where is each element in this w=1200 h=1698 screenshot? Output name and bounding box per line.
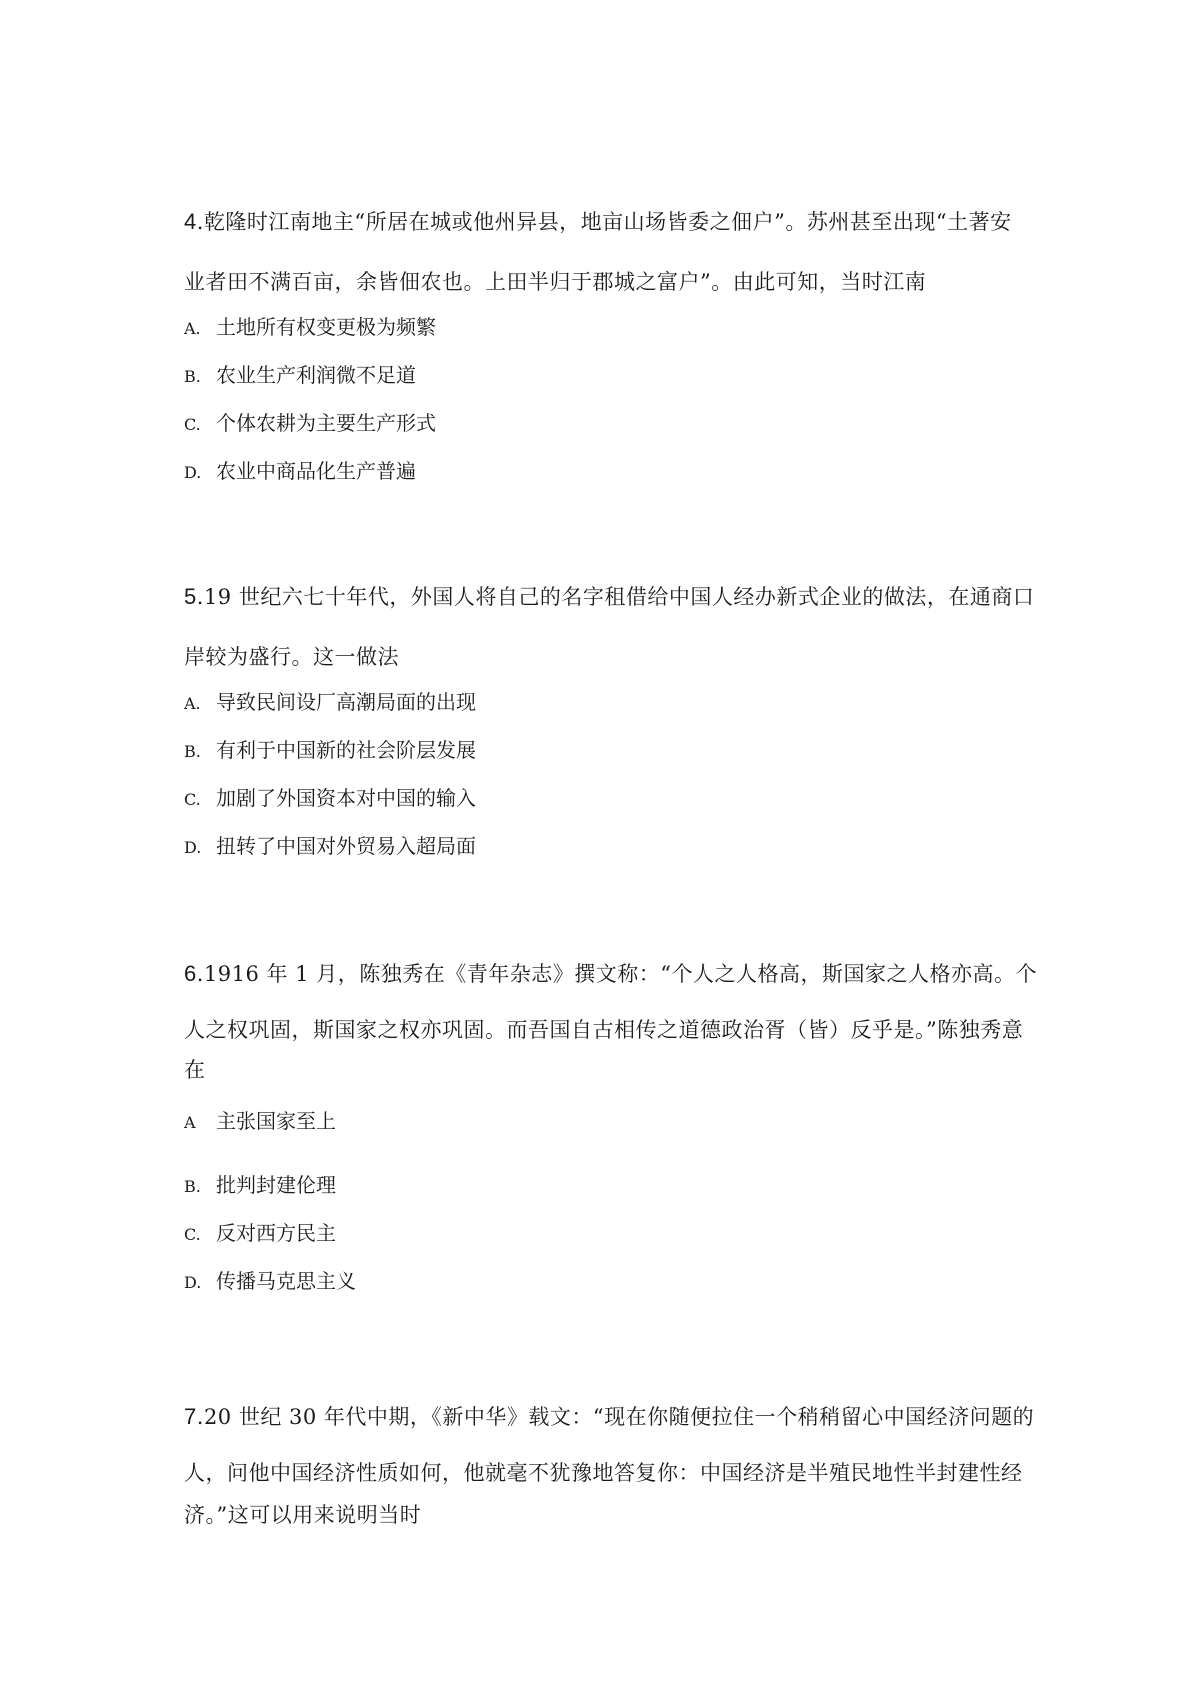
option-d[interactable] [184, 1257, 1024, 1305]
stem-line: 业者田不满百亩，余皆佃农也。上田半归于郡城之富户”。由此可知，当时江南 [184, 270, 927, 294]
question-stem [184, 580, 1035, 678]
question-7 [184, 1400, 1035, 1538]
option-letter: A [184, 1113, 196, 1132]
option-b[interactable] [184, 1161, 1024, 1209]
option-text: 农业生产利润微不足道 [216, 363, 416, 387]
stem-line: 6.1916 年 1 月，陈独秀在《青年杂志》撰文称：“个人之人格高，斯国家之人格亦高。个 [184, 961, 1038, 986]
stem-line: 7.20 世纪 30 年代中期，《新中华》载文：“现在你随便拉住一个稍稍留心中国经济问题的 [184, 1404, 1035, 1429]
stem-line: 4.乾隆时江南地主“所居在城或他州异县，地亩山场皆委之佃户”。苏州甚至出现“土著安 [184, 209, 1012, 234]
option-letter: A. [184, 319, 201, 338]
option-letter: B. [184, 742, 201, 761]
option-letter: D. [184, 838, 202, 857]
option-text: 传播马克思主义 [216, 1269, 356, 1293]
stem-line: 人，问他中国经济性质如何，他就毫不犹豫地答复你：中国经济是半殖民地性半封建性经 [184, 1461, 1023, 1485]
option-text: 批判封建伦理 [216, 1173, 336, 1197]
option-letter: D. [184, 463, 202, 482]
option-a[interactable] [184, 678, 1024, 726]
option-text: 个体农耕为主要生产形式 [216, 411, 436, 435]
option-letter: B. [184, 1177, 201, 1196]
stem-line: 人之权巩固，斯国家之权亦巩固。而吾国自古相传之道德政治胥（皆）反乎是。”陈独秀意 [184, 1018, 1024, 1042]
option-d[interactable] [184, 822, 1024, 870]
option-text: 有利于中国新的社会阶层发展 [216, 738, 476, 762]
option-text: 反对西方民主 [216, 1221, 336, 1245]
option-letter: C. [184, 1225, 201, 1244]
option-letter: C. [184, 790, 201, 809]
options-list [184, 678, 1024, 870]
option-c[interactable] [184, 1209, 1024, 1257]
option-letter: B. [184, 367, 201, 386]
option-d[interactable] [184, 447, 1024, 495]
options-list [184, 303, 1024, 495]
option-text: 加剧了外国资本对中国的输入 [216, 786, 476, 810]
question-6 [184, 957, 1038, 1305]
stem-line: 岸较为盛行。这一做法 [184, 645, 399, 669]
option-a[interactable] [184, 1097, 1024, 1161]
option-c[interactable] [184, 399, 1024, 447]
question-stem [184, 957, 1038, 1097]
option-a[interactable] [184, 303, 1024, 351]
option-text: 农业中商品化生产普遍 [216, 459, 416, 483]
option-text: 主张国家至上 [216, 1109, 336, 1133]
option-b[interactable] [184, 726, 1024, 774]
stem-line: 在 [184, 1058, 206, 1082]
options-list [184, 1097, 1024, 1305]
option-text: 导致民间设厂高潮局面的出现 [216, 690, 476, 714]
question-stem [184, 1400, 1035, 1538]
question-stem [184, 205, 1024, 303]
question-number: 4 [184, 209, 197, 234]
question-number: 7 [184, 1404, 197, 1429]
option-text: 土地所有权变更极为频繁 [216, 315, 436, 339]
stem-line: 济。”这可以用来说明当时 [184, 1503, 422, 1527]
question-4 [184, 205, 1024, 495]
option-letter: A. [184, 694, 201, 713]
stem-line: 5.19 世纪六七十年代，外国人将自己的名字租借给中国人经办新式企业的做法，在通商口 [184, 584, 1035, 609]
option-c[interactable] [184, 774, 1024, 822]
option-letter: C. [184, 415, 201, 434]
option-text: 扭转了中国对外贸易入超局面 [216, 834, 476, 858]
option-letter: D. [184, 1273, 202, 1292]
question-number: 6 [184, 961, 197, 986]
question-number: 5 [184, 584, 197, 609]
option-b[interactable] [184, 351, 1024, 399]
question-5 [184, 580, 1035, 870]
